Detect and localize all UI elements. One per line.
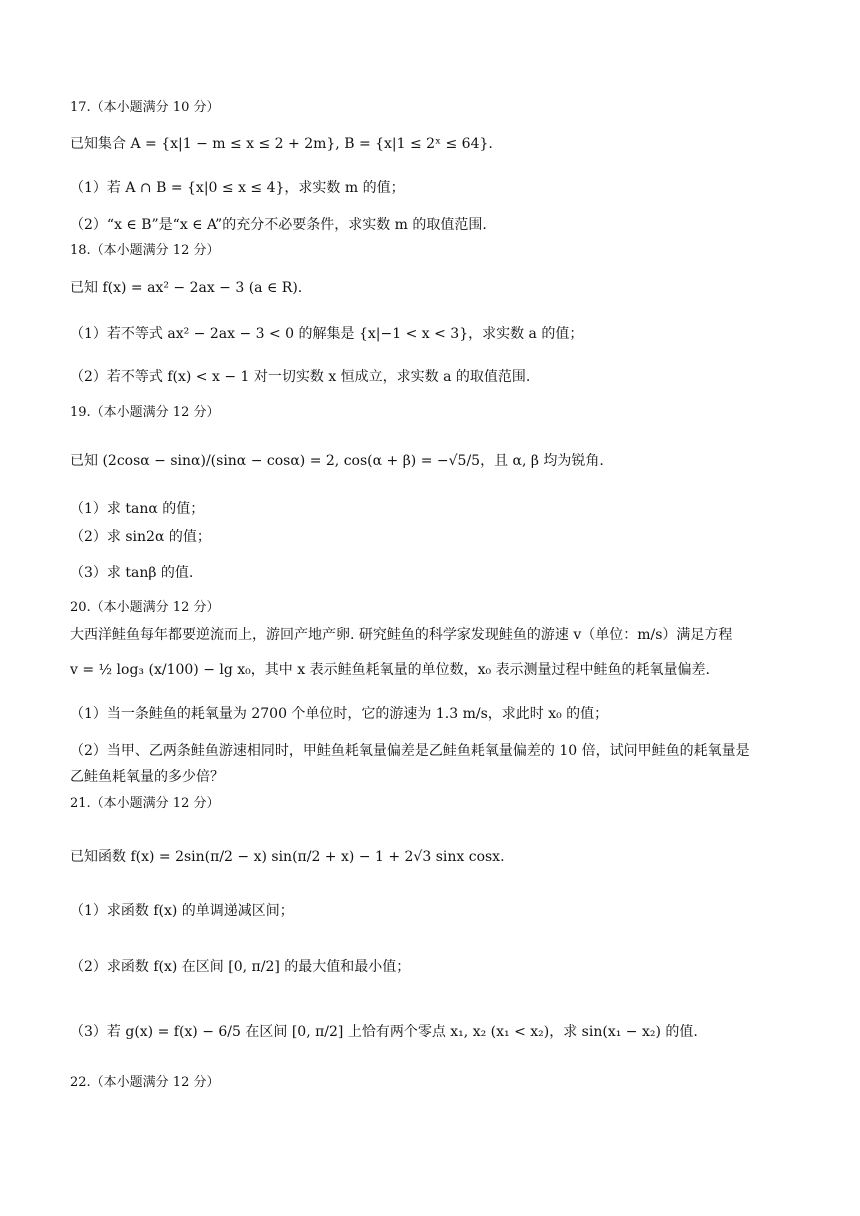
problem-18-part-1: （1）若不等式 ax² − 2ax − 3 < 0 的解集是 {x|−1 < x < 3}，求实数 a 的值；: [70, 326, 584, 342]
problem-18-stem: 已知 f(x) = ax² − 2ax − 3 (a ∈ R).: [70, 280, 303, 296]
problem-20-part-2-cont: 乙鲑鱼耗氧量的多少倍？: [70, 769, 224, 785]
problem-19-header: 19.（本小题满分 12 分）: [70, 405, 220, 420]
problem-19-stem: 已知 (2cosα − sinα)/(sinα − cosα) = 2, cos(α + β) = −√5/5，且 α, β 均为锐角.: [70, 453, 604, 469]
problem-18-part-2: （2）若不等式 f(x) < x − 1 对一切实数 x 恒成立，求实数 a 的取值范围.: [70, 369, 531, 385]
problem-19-part-3: （3）求 tanβ 的值.: [70, 565, 194, 581]
problem-21-part-2: （2）求函数 f(x) 在区间 [0, π/2] 的最大值和最小值；: [70, 959, 411, 975]
problem-19-part-1: （1）求 tanα 的值；: [70, 501, 205, 517]
problem-19-part-2: （2）求 sin2α 的值；: [70, 529, 211, 545]
problem-17-part-2: （2）“x ∈ B”是“x ∈ A”的充分不必要条件，求实数 m 的取值范围.: [70, 217, 487, 233]
problem-20-part-1: （1）当一条鲑鱼的耗氧量为 2700 个单位时，它的游速为 1.3 m/s，求此时 x₀ 的值；: [70, 706, 609, 722]
problem-20-stem: 大西洋鲑鱼每年都要逆流而上，游回产地产卵. 研究鲑鱼的科学家发现鲑鱼的游速 v（单位：m/s）满足方程: [70, 627, 733, 643]
problem-21-header: 21.（本小题满分 12 分）: [70, 796, 220, 811]
problem-20-header: 20.（本小题满分 12 分）: [70, 600, 220, 615]
problem-20-part-2: （2）当甲、乙两条鲑鱼游速相同时，甲鲑鱼耗氧量偏差是乙鲑鱼耗氧量偏差的 10 倍，试问甲鲑鱼的耗氧量是: [70, 743, 750, 759]
problem-17-stem: 已知集合 A = {x|1 − m ≤ x ≤ 2 + 2m}, B = {x|1 ≤ 2ˣ ≤ 64}.: [70, 136, 493, 152]
problem-21-stem: 已知函数 f(x) = 2sin(π/2 − x) sin(π/2 + x) − 1 + 2√3 sinx cosx.: [70, 849, 505, 865]
problem-20-stem-2: v = ½ log₃ (x/100) − lg x₀，其中 x 表示鲑鱼耗氧量的单位数，x₀ 表示测量过程中鲑鱼的耗氧量偏差.: [70, 662, 710, 678]
problem-22-header: 22.（本小题满分 12 分）: [70, 1075, 220, 1090]
problem-17-part-1: （1）若 A ∩ B = {x|0 ≤ x ≤ 4}，求实数 m 的值；: [70, 180, 405, 196]
problem-17-header: 17.（本小题满分 10 分）: [70, 100, 220, 115]
problem-18-header: 18.（本小题满分 12 分）: [70, 243, 220, 258]
problem-21-part-1: （1）求函数 f(x) 的单调递减区间；: [70, 903, 294, 919]
problem-21-part-3: （3）若 g(x) = f(x) − 6/5 在区间 [0, π/2] 上恰有两个零点 x₁, x₂ (x₁ < x₂)，求 sin(x₁ − x₂) 的值.: [70, 1024, 698, 1040]
